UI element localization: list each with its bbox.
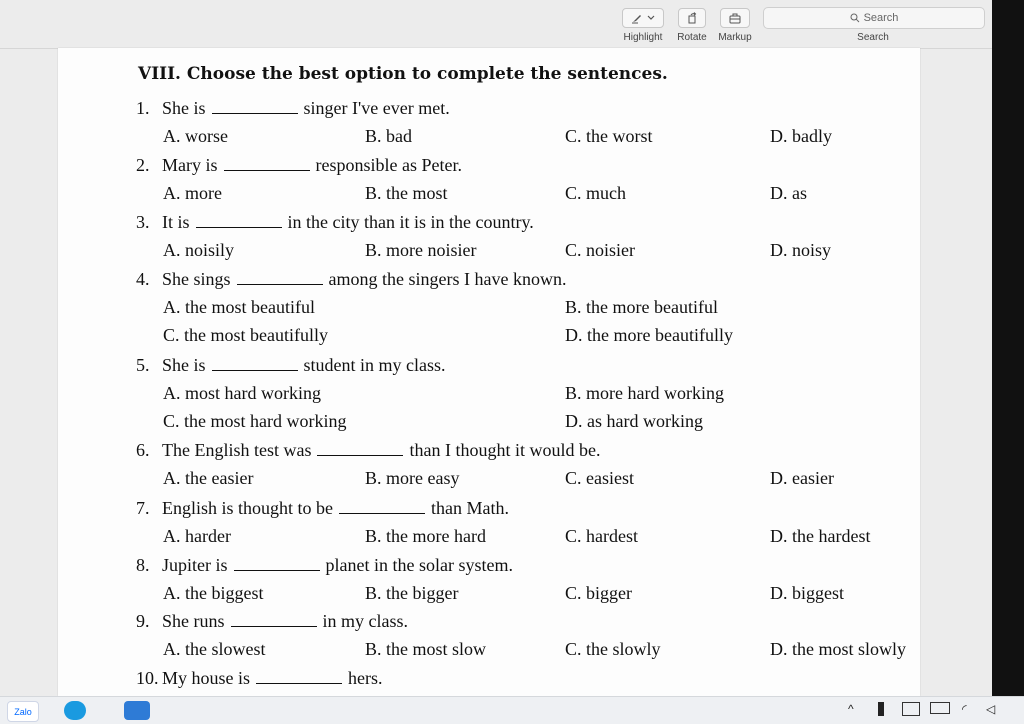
markup-button[interactable] [720,8,750,28]
option-a: A. the biggest [163,583,264,603]
option-a: A. the slowest [163,639,266,659]
question-text-after: in the city than it is in the country. [287,212,534,232]
question-text-after: in my class. [322,611,408,631]
question-text-after: singer I've ever met. [303,98,450,118]
question-2 [136,155,462,176]
option-c: C. bigger [565,583,632,603]
option-d: D. as [770,183,807,203]
question-text-before: She is [162,355,206,375]
answer-blank [196,215,282,228]
option-b: B. the most [365,183,448,203]
question-1 [136,98,450,119]
markup-label: Markup [718,32,752,43]
question-text-before: She sings [162,269,231,289]
markup-tool[interactable] [713,8,757,43]
question-6 [136,440,600,461]
question-text-before: She runs [162,611,225,631]
option-d: D. noisy [770,240,832,260]
question-number: 5. [136,355,150,375]
question-text-before: It is [162,212,190,232]
question-text-after: student in my class. [303,355,446,375]
option-c: C. easiest [565,468,634,488]
highlight-button[interactable] [622,8,664,28]
question-text-before: Jupiter is [162,555,228,575]
pen-icon[interactable] [878,702,884,716]
answer-blank [317,443,403,456]
option-c: C. the slowly [565,639,661,659]
question-text-after: hers. [348,668,383,688]
option-d: D. the most slowly [770,639,907,659]
question-text-after: among the singers I have known. [328,269,567,289]
rotate-button[interactable] [678,8,706,28]
option-d: D. as hard working [565,411,703,431]
question-text-after: responsible as Peter. [315,155,462,175]
highlighter-icon [631,12,643,24]
option-a: A. most hard working [163,383,321,403]
option-a: A. noisily [163,240,235,260]
question-text-after: planet in the solar system. [325,555,513,575]
option-b: B. bad [365,126,412,146]
option-d: D. biggest [770,583,844,603]
option-b: B. the more beautiful [565,297,718,317]
option-d: D. badly [770,126,832,146]
dark-side-strip [992,0,1024,696]
question-number: 4. [136,269,150,289]
answer-blank [234,558,320,571]
question-5 [136,355,446,376]
section-title: VIII. Choose the best option to complete the sentences. [138,64,668,84]
chevron-up-icon[interactable]: ^ [848,702,854,716]
option-b: B. more hard working [565,383,724,403]
answer-blank [339,501,425,514]
rotate-tool[interactable] [673,8,711,43]
rotate-label: Rotate [677,32,707,43]
option-a: A. more [163,183,222,203]
document-page [58,48,920,696]
volume-icon[interactable]: ◁ [986,702,996,716]
question-text-after: than I thought it would be. [409,440,601,460]
question-number: 6. [136,440,150,460]
option-c: C. noisier [565,240,635,260]
option-c: C. the most beautifully [163,325,328,345]
option-c: C. the worst [565,126,653,146]
screen-icon[interactable] [902,702,920,716]
chevron-down-icon [647,12,655,24]
search-placeholder: Search [863,12,899,24]
question-3 [136,212,534,233]
zalo-label: Zalo [14,706,32,717]
option-b: B. the most slow [365,639,487,659]
option-b: B. the bigger [365,583,459,603]
answer-blank [212,101,298,114]
question-10 [136,668,383,689]
question-number: 9. [136,611,150,631]
option-b: B. the more hard [365,526,486,546]
question-text-before: The English test was [162,440,312,460]
question-number: 7. [136,498,150,518]
option-d: D. the hardest [770,526,871,546]
question-7 [136,498,509,519]
rotate-icon [686,12,698,24]
taskbar [0,696,1024,724]
option-a: A. the most beautiful [163,297,315,317]
answer-blank [256,671,342,684]
answer-blank [237,272,323,285]
toolbar [0,0,992,49]
question-text-before: English is thought to be [162,498,333,518]
option-c: C. hardest [565,526,638,546]
answer-blank [224,158,310,171]
toolbox-icon [729,12,741,24]
option-c: C. the most hard working [163,411,347,431]
zalo-app-icon[interactable] [7,701,39,722]
option-b: B. more easy [365,468,460,488]
option-d: D. easier [770,468,834,488]
answer-blank [212,358,298,371]
question-text-before: She is [162,98,206,118]
battery-icon[interactable] [930,702,950,714]
search-label: Search [857,32,889,43]
option-a: A. worse [163,126,228,146]
option-b: B. more noisier [365,240,477,260]
question-number: 8. [136,555,150,575]
photos-app-icon[interactable] [124,701,150,720]
option-c: C. much [565,183,626,203]
search-icon [850,13,860,23]
question-8 [136,555,513,576]
question-number: 2. [136,155,150,175]
question-4 [136,269,566,290]
search-input[interactable] [763,7,985,29]
wifi-icon[interactable]: ◜ [962,702,967,716]
option-a: A. the easier [163,468,254,488]
highlight-tool[interactable] [618,8,668,43]
option-a: A. harder [163,526,231,546]
question-text-before: My house is [162,668,251,688]
option-d: D. the more beautifully [565,325,733,345]
question-text-before: Mary is [162,155,218,175]
highlight-label: Highlight [623,32,663,43]
question-number: 10. [136,668,159,688]
question-number: 3. [136,212,150,232]
browser-app-icon[interactable] [64,701,86,720]
question-number: 1. [136,98,150,118]
question-text-after: than Math. [431,498,509,518]
question-9 [136,611,408,632]
answer-blank [231,614,317,627]
